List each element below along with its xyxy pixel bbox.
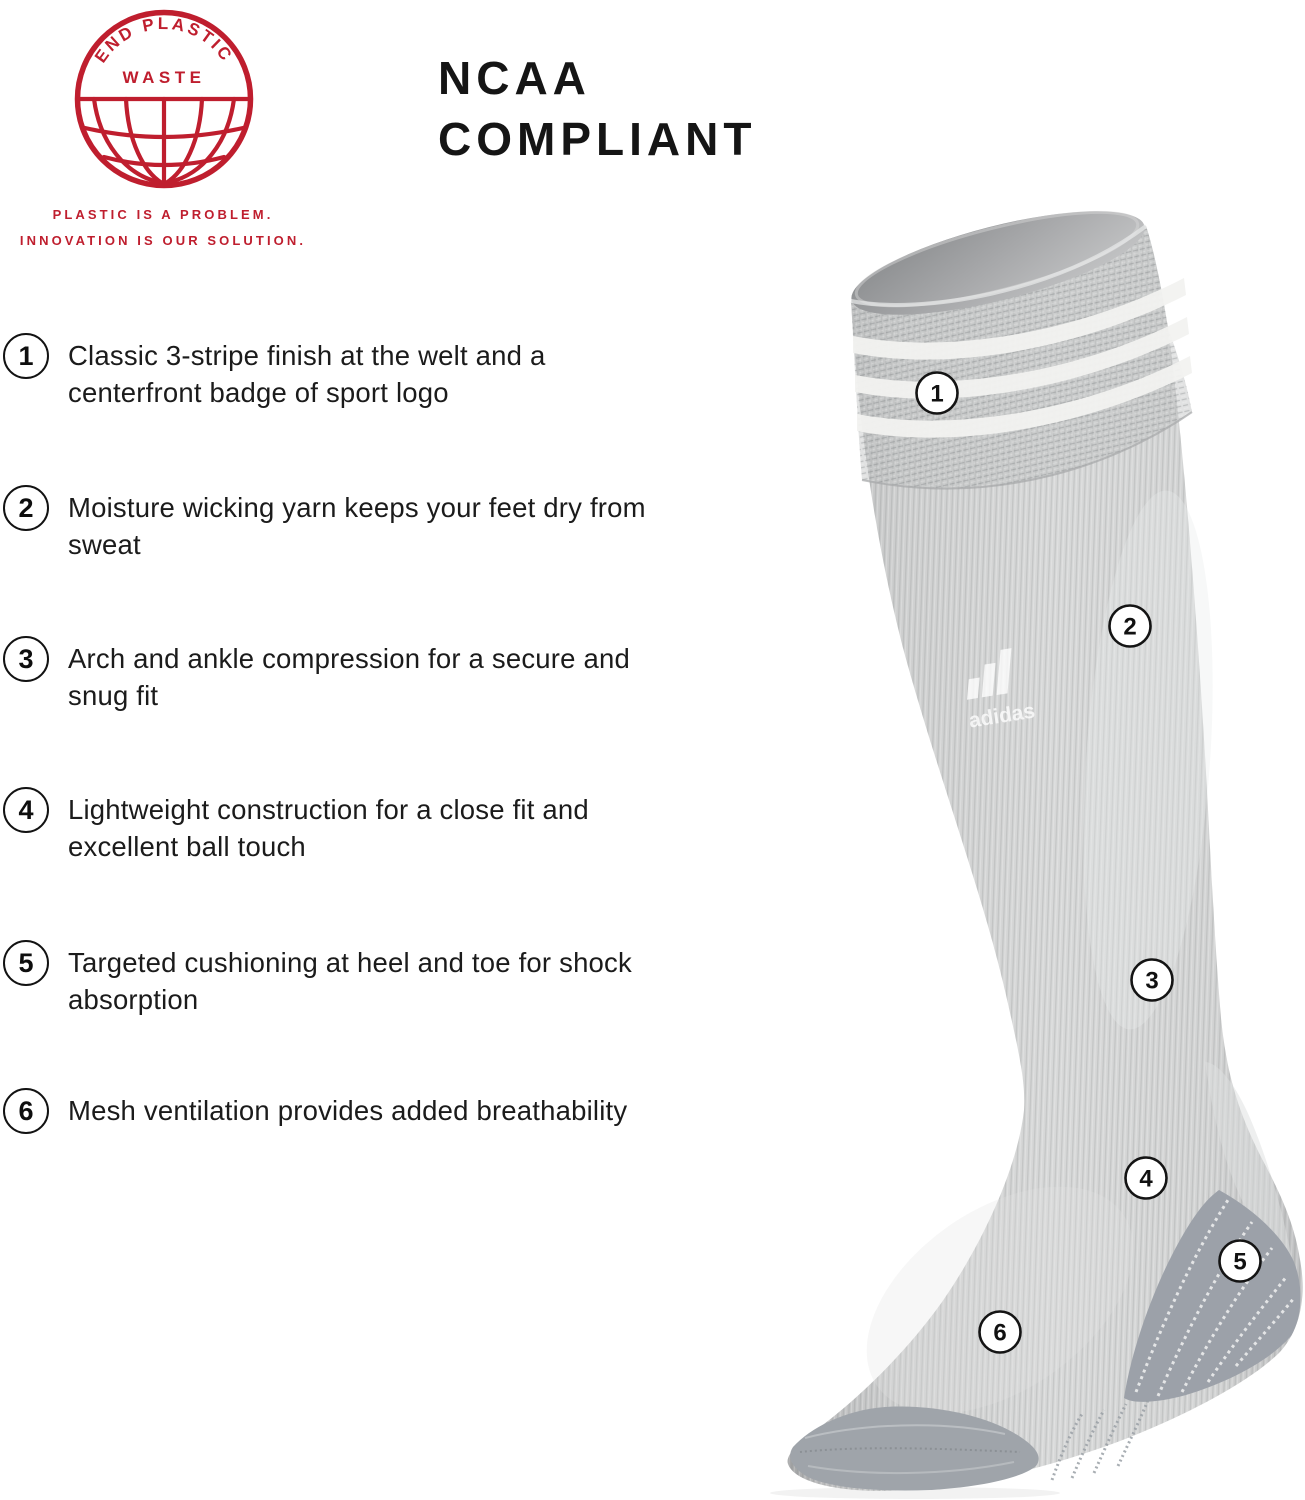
feature-text-line: excellent ball touch [68, 831, 306, 862]
svg-text:5: 5 [1233, 1248, 1247, 1276]
feature-text-line: Arch and ankle compression for a secure and [68, 643, 630, 674]
svg-text:1: 1 [930, 380, 944, 408]
feature-number-badge: 4 [3, 787, 49, 833]
feature-number-badge: 3 [3, 636, 49, 682]
page-title-line2: COMPLIANT [438, 113, 757, 165]
feature-item-3 [3, 636, 673, 714]
logo-arc-text: END PLASTIC [90, 14, 238, 67]
feature-text-line: absorption [68, 984, 199, 1015]
sock-image [760, 205, 1305, 1500]
feature-text-line: sweat [68, 529, 141, 560]
feature-text [68, 787, 673, 865]
tagline-line2: INNOVATION IS OUR SOLUTION. [19, 233, 307, 248]
feature-text-line: Mesh ventilation provides added breathability [68, 1095, 628, 1126]
sock-callout-4 [1126, 1158, 1167, 1199]
sock-callout-2 [1110, 606, 1151, 647]
adidas-wordmark: adidas [967, 699, 1037, 733]
feature-text [68, 485, 673, 563]
feature-number-badge: 6 [3, 1088, 49, 1134]
feature-text-line: Classic 3-stripe finish at the welt and a [68, 340, 546, 371]
feature-text-line: Targeted cushioning at heel and toe for shock [68, 947, 632, 978]
feature-number-badge: 2 [3, 485, 49, 531]
tagline-line1: PLASTIC IS A PROBLEM. [52, 207, 274, 222]
feature-item-4 [3, 787, 673, 865]
feature-item-5 [3, 940, 673, 1018]
page-title [438, 48, 756, 170]
svg-text:6: 6 [993, 1319, 1007, 1347]
feature-text-line: Lightweight construction for a close fit and [68, 794, 589, 825]
page-title-line1: NCAA [438, 52, 591, 104]
svg-text:3: 3 [1145, 967, 1159, 995]
svg-text:4: 4 [1139, 1165, 1153, 1193]
feature-text-line: centerfront badge of sport logo [68, 377, 449, 408]
sock-callout-1 [917, 373, 958, 414]
feature-item-6 [3, 1088, 673, 1134]
globe-grid-icon [79, 99, 249, 184]
sock-callout-6 [980, 1312, 1021, 1353]
end-plastic-waste-icon [60, 2, 270, 202]
feature-item-2 [3, 485, 673, 563]
feature-text-line: snug fit [68, 680, 159, 711]
feature-number-badge: 5 [3, 940, 49, 986]
feature-number-badge: 1 [3, 333, 49, 379]
feature-item-1 [3, 333, 673, 411]
sock-callout-3 [1132, 960, 1173, 1001]
feature-text [68, 1088, 673, 1129]
feature-text [68, 333, 673, 411]
feature-text [68, 636, 673, 714]
logo-waste-text: WASTE [122, 68, 206, 87]
feature-text [68, 940, 673, 1018]
svg-text:2: 2 [1123, 613, 1137, 641]
brand-tagline [0, 202, 326, 254]
sock-callout-5 [1220, 1241, 1261, 1282]
feature-text-line: Moisture wicking yarn keeps your feet dry from [68, 492, 646, 523]
